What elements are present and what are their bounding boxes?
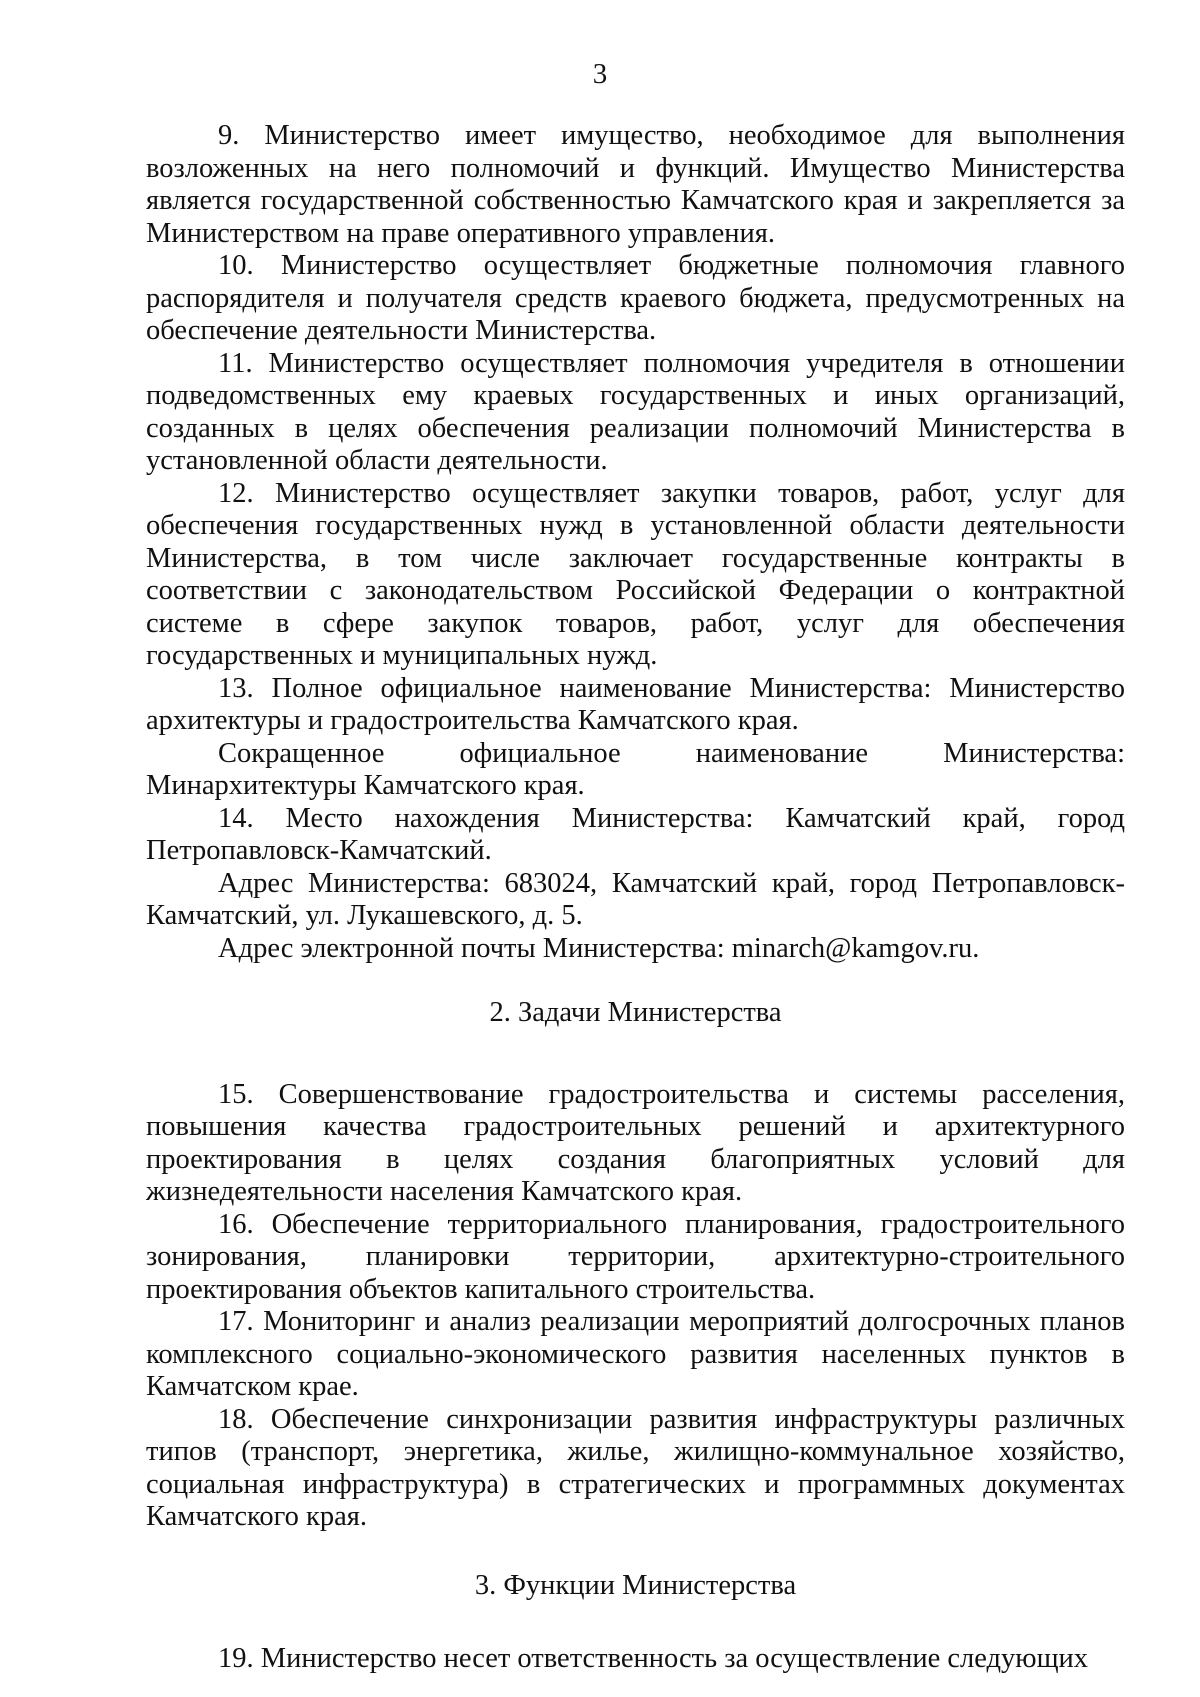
paragraph-10: 10. Министерство осуществляет бюджетные полномочия главного распорядителя и получателя средств краевого бюджета, предусмотренных на обеспечение деятельности Министерства.: [146, 250, 1125, 346]
paragraph-11: 11. Министерство осуществляет полномочия учредителя в отношении подведомственных ему краевых государственных и иных организаций, созданных в целях обеспечения реализации полномочий Министерства в установленной области деятельности.: [146, 347, 1125, 476]
paragraph-18: 18. Обеспечение синхронизации развития инфраструктуры различных типов (транспорт, энергетика, жилье, жилищно-коммунальное хозяйство, социальная инфраструктура) в стратегических и программных документах Камчатского края.: [146, 1403, 1125, 1532]
paragraph-19: 19. Министерство несет ответственность за осуществление следующих: [218, 1643, 1089, 1674]
paragraph-15: 15. Совершенствование градостроительства и системы расселения, повышения качества градостроительных решений и архитектурного проектирования в целях создания благоприятных условий для жизнедеятельности населения Камчатского края.: [146, 1078, 1125, 1207]
paragraph-14-address: Адрес Министерства: 683024, Камчатский край, город Петропавловск-Камчатский, ул. Лукашевского, д. 5.: [146, 867, 1125, 931]
spacer: [146, 1534, 1125, 1570]
spacer: [146, 1030, 1125, 1079]
paragraph-13-short-name: Сокращенное официальное наименование Министерства: Минархитектуры Камчатского края.: [146, 737, 1125, 801]
spacer: [146, 1602, 1125, 1643]
page-number: 3: [592, 58, 608, 90]
paragraph-12: 12. Министерство осуществляет закупки товаров, работ, услуг для обеспечения государственных нужд в установленной области деятельности Министерства, в том числе заключает государственные контракты в соответствии с законодательством Российской Федерации о контрактной системе в сфере закупок товаров, работ, услуг для обеспечения государственных и муниципальных нужд.: [146, 477, 1125, 671]
section-heading-tasks: 2. Задачи Министерства: [489, 997, 782, 1028]
paragraph-13-full-name: 13. Полное официальное наименование Министерства: Министерство архитектуры и градостроительства Камчатского края.: [146, 672, 1125, 736]
paragraph-16: 16. Обеспечение территориального планирования, градостроительного зонирования, планировки территории, архитектурно-строительного проектирования объектов капитального строительства.: [146, 1208, 1125, 1305]
spacer: [146, 965, 1125, 997]
paragraph-17: 17. Мониторинг и анализ реализации мероприятий долгосрочных планов комплексного социально-экономического развития населенных пунктов в Камчатском крае.: [146, 1306, 1125, 1402]
section-heading-functions: 3. Функции Министерства: [474, 1569, 797, 1601]
paragraph-14-location: 14. Место нахождения Министерства: Камчатский край, город Петропавловск-Камчатский.: [146, 802, 1125, 866]
paragraph-9: 9. Министерство имеет имущество, необходимое для выполнения возложенных на него полномочий и функций. Имущество Министерства является государственной собственностью Камчатского края и закрепляется за Министерством на праве оперативного управления.: [146, 120, 1125, 249]
document-body: [146, 120, 1125, 1676]
paragraph-14-email: Адрес электронной почты Министерства: minarch@kamgov.ru.: [218, 932, 980, 964]
